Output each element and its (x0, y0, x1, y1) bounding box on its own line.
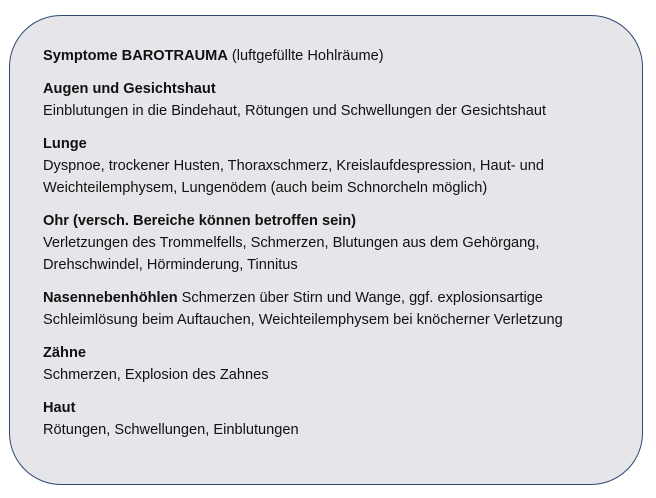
section-text: Schleimlösung beim Auftauchen, Weichteilemphysem bei knöcherner Verletzung (43, 312, 563, 328)
card-title (43, 45, 633, 67)
section-heading: Augen und Gesichtshaut (43, 81, 216, 97)
section-text: Dyspnoe, trockener Husten, Thoraxschmerz, Kreislaufdespression, Haut- und (43, 158, 545, 174)
section-heading: Nasennebenhöhlen (43, 290, 178, 306)
section-lung (43, 133, 633, 199)
section-text: Schmerzen, Explosion des Zahnes (43, 367, 269, 383)
section-inline-line (43, 287, 633, 309)
section-heading: Ohr (versch. Bereiche können betroffen sein) (43, 213, 357, 229)
section-text: Weichteilemphysem, Lungenödem (auch beim Schnorcheln möglich) (43, 180, 488, 196)
section-text: Rötungen, Schwellungen, Einblutungen (43, 422, 299, 438)
section-eyes-face (43, 78, 633, 122)
section-teeth (43, 342, 633, 386)
section-text: Schmerzen über Stirn und Wange, ggf. explosionsartige (177, 290, 543, 306)
section-ear (43, 210, 633, 276)
section-heading: Lunge (43, 136, 87, 152)
card-title-bold: Symptome BAROTRAUMA (43, 48, 228, 64)
card-content (43, 45, 633, 452)
section-text: Einblutungen in die Bindehaut, Rötungen und Schwellungen der Gesichtshaut (43, 103, 547, 119)
section-text: Drehschwindel, Hörminderung, Tinnitus (43, 257, 298, 273)
section-skin (43, 397, 633, 441)
section-heading: Haut (43, 400, 76, 416)
card-title-subtitle: (luftgefüllte Hohlräume) (227, 48, 384, 64)
section-text: Verletzungen des Trommelfells, Schmerzen, Blutungen aus dem Gehörgang, (43, 235, 540, 251)
section-sinuses (43, 287, 633, 331)
section-heading: Zähne (43, 345, 86, 361)
